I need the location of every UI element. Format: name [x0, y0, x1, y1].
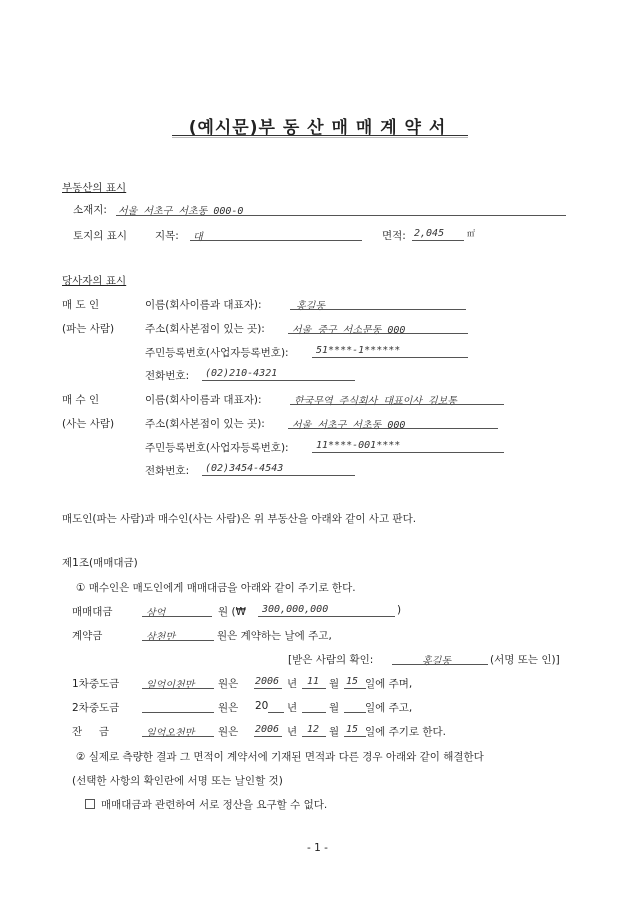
balance-line: [142, 736, 214, 737]
mid2-won: 원은: [218, 702, 239, 714]
balance-month: 12: [307, 724, 320, 735]
buyer-address-line: [288, 428, 498, 429]
buyer-id-line: [312, 452, 504, 453]
mid1-month: 11: [307, 676, 320, 687]
mid2-day-line: [344, 712, 366, 713]
balance-won: 원은: [218, 726, 239, 738]
mid2-year-prefix: 20: [255, 700, 269, 712]
deposit-label: 계약금: [72, 630, 103, 642]
property-heading: 부동산의 표시: [62, 182, 127, 194]
page-title: (예시문)부 동 산 매 매 계 약 서: [188, 118, 447, 138]
title-underline: [172, 135, 468, 136]
area-unit: ㎡: [467, 229, 475, 238]
seller-phone-line: [202, 380, 355, 381]
location-value: 서울 서초구 서초동 000-0: [118, 206, 244, 217]
location-label: 소재지:: [73, 204, 107, 216]
mid2-month-line: [302, 712, 326, 713]
buyer-id-label: 주민등록번호(사업자등록번호):: [145, 442, 289, 454]
seller-phone-label: 전화번호:: [145, 370, 190, 382]
deposit-value: 삼천만: [146, 632, 175, 643]
buyer-address-value: 서울 서초구 서초동 000: [292, 420, 406, 431]
balance-month-line: [302, 736, 326, 737]
mid1-value: 일억이천만: [146, 680, 195, 691]
seller-id-line: [312, 357, 468, 358]
category-label: 지목:: [155, 230, 179, 242]
seller-id-label: 주민등록번호(사업자등록번호):: [145, 347, 289, 359]
article1-heading: 제1조(매매대금): [62, 557, 138, 569]
seller-id-value: 51****-1******: [316, 345, 401, 356]
receipt-open: [받은 사람의 확인:: [288, 654, 374, 666]
mid1-tail: 일에 주며,: [365, 678, 413, 690]
area-label: 면적:: [382, 230, 406, 242]
mid2-value-line: [142, 712, 214, 713]
mid1-year-line: [254, 688, 282, 689]
balance-day-line: [344, 736, 366, 737]
price-close: ): [397, 604, 402, 616]
page-number: - 1 -: [307, 842, 328, 854]
seller-address-line: [288, 333, 468, 334]
price-label: 매매대금: [72, 606, 113, 618]
buyer-phone-value: (02)3454-4543: [205, 463, 284, 474]
buyer-name-value: 한국무역 주식회사 대표이사 김보통: [294, 396, 457, 407]
clause2-sub: (선택한 사항의 확인란에 서명 또는 날인할 것): [72, 775, 283, 787]
buyer-name-label: 이름(회사이름과 대표자):: [145, 394, 262, 406]
land-label: 토지의 표시: [73, 230, 128, 242]
agreement-sentence: 매도인(파는 사람)과 매수인(사는 사람)은 위 부동산을 아래와 같이 사고 판다.: [62, 513, 417, 525]
price-korean: 삼억: [146, 608, 166, 619]
seller-name-label: 이름(회사이름과 대표자):: [145, 299, 262, 311]
seller-address-value: 서울 중구 서소문동 000: [292, 325, 406, 336]
option1-checkbox[interactable]: [85, 799, 95, 809]
mid1-won: 원은: [218, 678, 239, 690]
area-value: 2,045: [414, 228, 445, 239]
seller-name-value: 홍길동: [296, 301, 325, 312]
location-line: [116, 215, 566, 216]
buyer-phone-line: [202, 475, 355, 476]
buyer-role-sub: (사는 사람): [62, 418, 115, 430]
mid2-month-unit: 월: [329, 702, 340, 714]
mid2-tail: 일에 주고,: [365, 702, 413, 714]
seller-role: 매 도 인: [62, 299, 100, 311]
receipt-line: [392, 664, 488, 665]
receipt-value: 홍길동: [422, 656, 451, 667]
mid1-label: 1차중도금: [72, 678, 120, 690]
seller-name-line: [290, 309, 466, 310]
balance-year-line: [254, 736, 282, 737]
mid1-month-unit: 월: [329, 678, 340, 690]
deposit-text: 원은 계약하는 날에 주고,: [217, 630, 332, 642]
price-number-line: [258, 616, 395, 617]
option1[interactable]: [85, 797, 327, 812]
seller-phone-value: (02)210-4321: [205, 368, 278, 379]
balance-value: 일억오천만: [146, 728, 195, 739]
price-number: 300,000,000: [262, 604, 329, 615]
buyer-phone-label: 전화번호:: [145, 465, 190, 477]
mid1-year-unit: 년: [287, 678, 298, 690]
balance-month-unit: 월: [329, 726, 340, 738]
mid1-year: 2006: [255, 676, 280, 687]
price-korean-line: [142, 616, 212, 617]
mid1-month-line: [302, 688, 326, 689]
mid1-line: [142, 688, 214, 689]
seller-role-sub: (파는 사람): [62, 323, 115, 335]
balance-tail: 일에 주기로 한다.: [365, 726, 447, 738]
buyer-id-value: 11****-001****: [316, 440, 401, 451]
mid2-label: 2차중도금: [72, 702, 120, 714]
balance-day: 15: [346, 724, 359, 735]
option1-label: 매매대금과 관련하여 서로 정산을 요구할 수 없다.: [101, 799, 328, 811]
mid2-year-unit: 년: [287, 702, 298, 714]
clause2-text: ② 실제로 측량한 결과 그 면적이 계약서에 기재된 면적과 다른 경우 아래와 같이 해결한다: [76, 751, 484, 763]
clause1-text: ① 매수인은 매도인에게 매매대금을 아래와 같이 주기로 한다.: [76, 582, 356, 594]
category-value: 대: [193, 232, 203, 243]
category-line: [190, 240, 362, 241]
balance-year: 2006: [255, 724, 280, 735]
buyer-role: 매 수 인: [62, 394, 100, 406]
buyer-address-label: 주소(회사본점이 있는 곳):: [145, 418, 265, 430]
mid1-day: 15: [346, 676, 359, 687]
mid2-year-line: [268, 712, 284, 713]
buyer-name-line: [290, 404, 504, 405]
parties-heading: 당사자의 표시: [62, 275, 127, 287]
balance-year-unit: 년: [287, 726, 298, 738]
deposit-line: [142, 640, 214, 641]
receipt-close: (서명 또는 인)]: [490, 654, 560, 666]
balance-label: 잔 금: [72, 726, 109, 738]
price-won-prefix: 원 (₩: [218, 606, 246, 618]
area-line: [412, 240, 464, 241]
seller-address-label: 주소(회사본점이 있는 곳):: [145, 323, 265, 335]
mid1-day-line: [344, 688, 366, 689]
